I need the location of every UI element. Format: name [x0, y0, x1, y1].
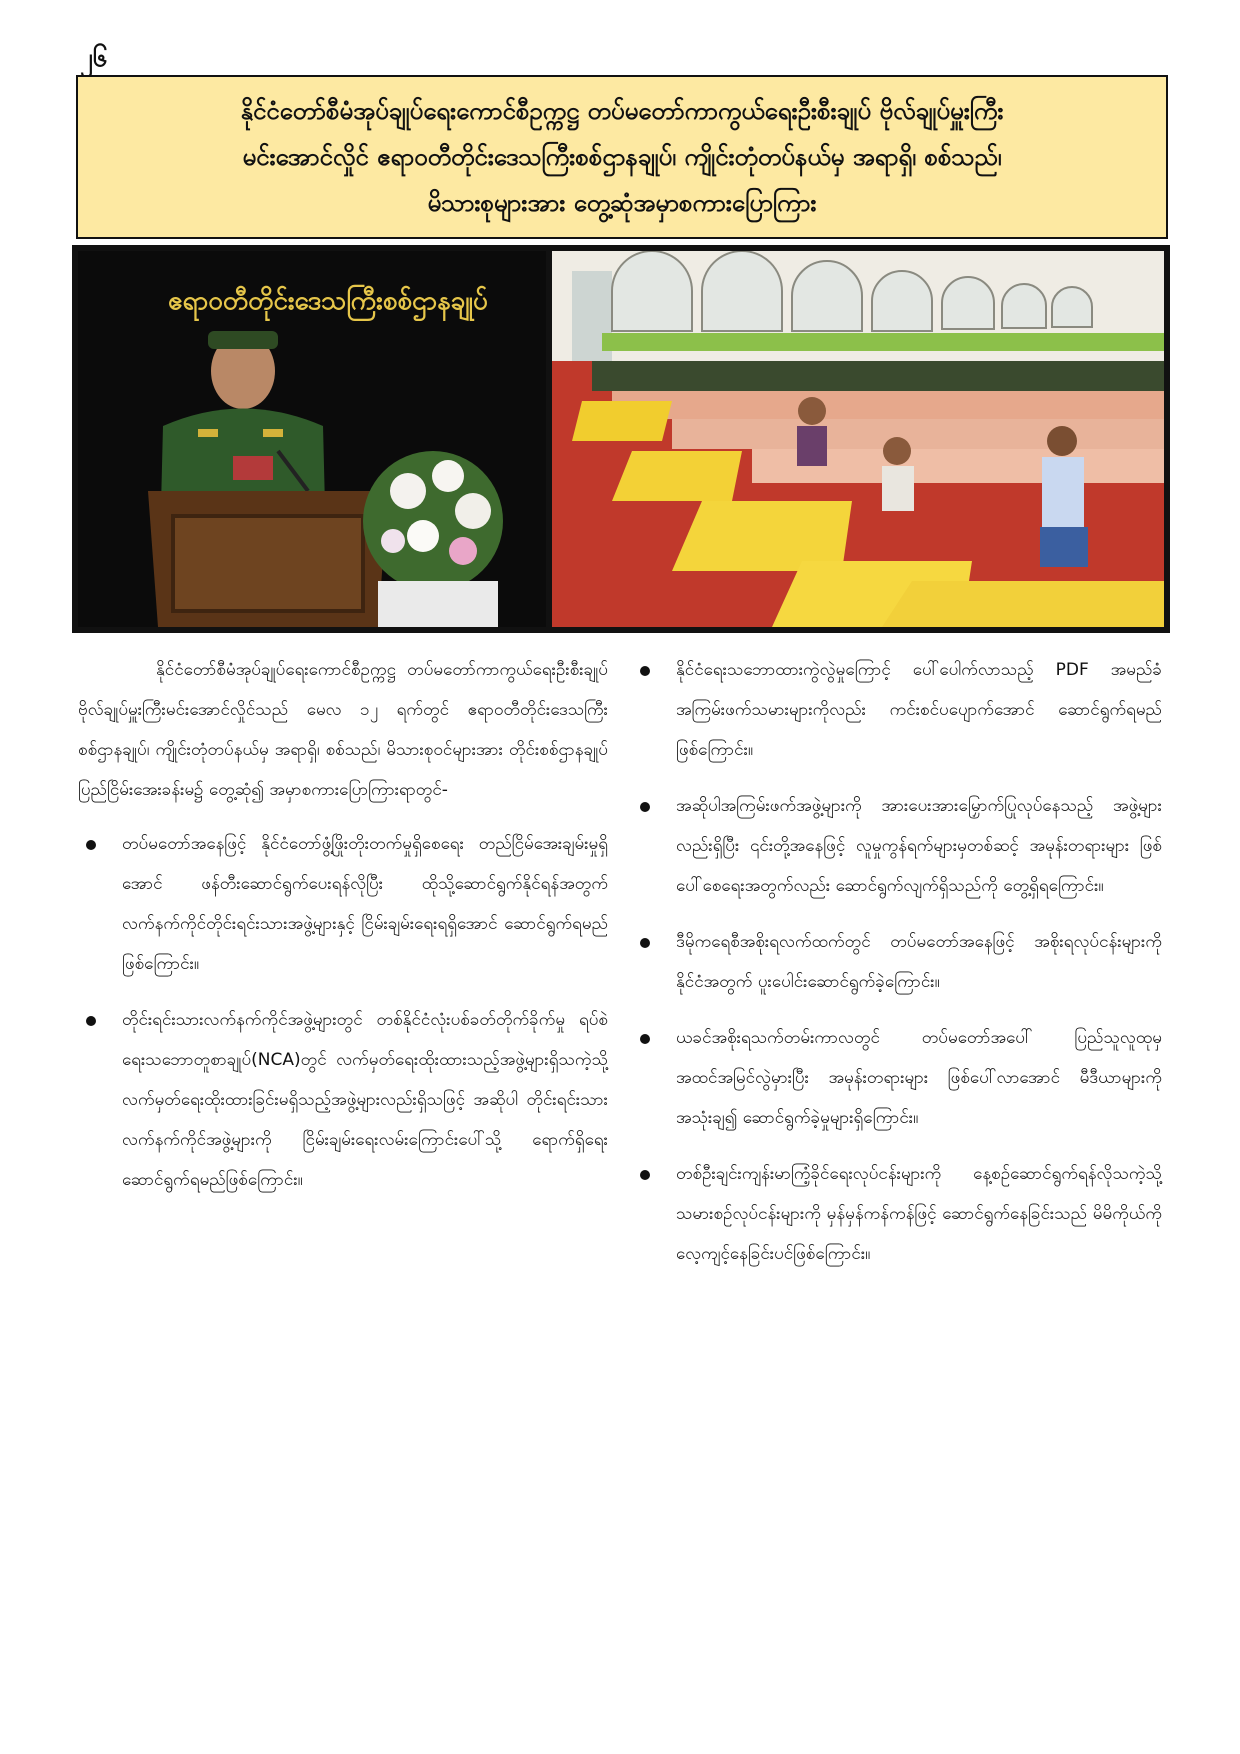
bullet-text: တိုင်းရင်းသားလက်နက်ကိုင်အဖွဲ့များတွင် တစ်နိုင်ငံလုံးပစ်ခတ်တိုက်ခိုက်မှု ရပ်စဲရေးသဘောတူစာချုပ်(NCA)တွင် လက်မှတ်ရေးထိုးထားသည့်အဖွဲ့များရှိသကဲ့သို့ လက်မှတ်ရေးထိုးထားခြင်းမရှိသည့်အဖွဲ့များလည်းရှိသဖြင့် အဆိုပါ တိုင်းရင်းသား လက်နက်ကိုင်အဖွဲ့များကို ငြိမ်းချမ်းရေးလမ်းကြောင်းပေါ်သို့ ရောက်ရှိရေး ဆောင်ရွက်ရမည်ဖြစ်ကြောင်း။ — [122, 1010, 608, 1190]
bullet-text: အဆိုပါအကြမ်းဖက်အဖွဲ့များကို အားပေးအားမြှောက်ပြုလုပ်နေသည့် အဖွဲ့များလည်းရှိပြီး ၎င်းတို့အနေဖြင့် လူမှုကွန်ရက်များမှတစ်ဆင့် အမုန်းတရားများ ဖြစ်ပေါ်စေရေးအတွက်လည်း ဆောင်ရွက်လျက်ရှိသည်ကို တွေ့ရှိရကြောင်း။ — [676, 796, 1162, 896]
bullet-item — [632, 1018, 1162, 1138]
headline-line-2: မင်းအောင်လှိုင် ဧရာဝတီတိုင်းဒေသကြီးစစ်ဌာနချုပ်၊ ကျိုင်းတုံတပ်နယ်မှ အရာရှိ၊ စစ်သည်၊ — [242, 143, 1002, 171]
bullet-item — [632, 786, 1162, 906]
bullet-dot-icon — [86, 1016, 96, 1026]
bullet-text: တပ်မတော်အနေဖြင့် နိုင်ငံတော်ဖွံ့ဖြိုးတိုးတက်မှုရှိစေရေး တည်ငြိမ်အေးချမ်းမှုရှိအောင် ဖန်တီးဆောင်ရွက်ပေးရန်လိုပြီး ထိုသို့ဆောင်ရွက်နိုင်ရန်အတွက် လက်နက်ကိုင်တိုင်းရင်းသားအဖွဲ့များနှင့် ငြိမ်းချမ်းရေးရရှိအောင် ဆောင်ရွက်ရမည်ဖြစ်ကြောင်း။ — [122, 834, 608, 974]
bullet-text: ဒီမိုကရေစီအစိုးရလက်ထက်တွင် တပ်မတော်အနေဖြင့် အစိုးရလုပ်ငန်းများကို နိုင်ငံအတွက် ပူးပေါင်းဆောင်ရွက်ခဲ့ကြောင်း။ — [676, 932, 1162, 992]
photo-strip — [72, 245, 1170, 633]
bullet-item — [78, 824, 608, 984]
article-column-right — [632, 650, 1162, 1290]
article-column-left — [78, 650, 608, 1216]
bullet-dot-icon — [640, 938, 650, 948]
bullet-dot-icon — [640, 666, 650, 676]
bullet-item — [632, 922, 1162, 1002]
bullet-dot-icon — [640, 1034, 650, 1044]
bullet-dot-icon — [86, 840, 96, 850]
bullet-item — [632, 650, 1162, 770]
page-number: ၂၆ — [80, 43, 108, 73]
headline-line-1: နိုင်ငံတော်စီမံအုပ်ချုပ်ရေးကောင်စီဥက္ကဋ္ဌ တပ်မတော်ကာကွယ်ရေးဦးစီးချုပ် ဗိုလ်ချုပ်မှူးကြီး — [240, 97, 1004, 125]
article-intro: နိုင်ငံတော်စီမံအုပ်ချုပ်ရေးကောင်စီဥက္ကဋ္ဌ တပ်မတော်ကာကွယ်ရေးဦးစီးချုပ် ဗိုလ်ချုပ်မှူးကြီးမင်းအောင်လှိုင်သည် မေလ ၁၂ ရက်တွင် ဧရာဝတီတိုင်းဒေသကြီးစစ်ဌာနချုပ်၊ ကျိုင်းတုံတပ်နယ်မှ အရာရှိ၊ စစ်သည်၊ မိသားစုဝင်များအား တိုင်းစစ်ဌာနချုပ် ပြည်ငြိမ်းအေးခန်းမ၌ တွေ့ဆုံ၍ အမှာစကားပြောကြားရာတွင်- — [78, 660, 608, 800]
audience-photo — [552, 251, 1164, 627]
bullet-dot-icon — [640, 802, 650, 812]
bullet-item — [632, 1154, 1162, 1274]
headline-box — [76, 75, 1168, 239]
bullet-item — [78, 1000, 608, 1200]
bullet-text: တစ်ဦးချင်းကျန်းမာကြံ့ခိုင်ရေးလုပ်ငန်းများကို နေ့စဉ်ဆောင်ရွက်ရန်လိုသကဲ့သို့ သမားစဉ်လုပ်ငန်းများကို မှန်မှန်ကန်ကန်ဖြင့် ဆောင်ရွက်နေခြင်းသည် မိမိကိုယ်ကို လေ့ကျင့်နေခြင်းပင်ဖြစ်ကြောင်း။ — [676, 1164, 1162, 1264]
bullet-text: နိုင်ငံရေးသဘောထားကွဲလွဲမှုကြောင့် ပေါ်ပေါက်လာသည့် PDF အမည်ခံ အကြမ်းဖက်သမားများကိုလည်း ကင်းစင်ပပျောက်အောင် ဆောင်ရွက်ရမည် ဖြစ်ကြောင်း။ — [676, 660, 1162, 760]
stage-sign-text: ဧရာဝတီတိုင်းဒေသကြီးစစ်ဌာနချုပ် — [168, 286, 488, 316]
bullet-text: ယခင်အစိုးရသက်တမ်းကာလတွင် တပ်မတော်အပေါ် ပြည်သူလူထုမှ အထင်အမြင်လွဲမှားပြီး အမုန်းတရားများ ဖြစ်ပေါ်လာအောင် မီဒီယာများကို အသုံးချ၍ ဆောင်ရွက်ခဲ့မှုများရှိကြောင်း။ — [676, 1028, 1162, 1128]
speaker-photo — [78, 251, 546, 627]
bullet-dot-icon — [640, 1170, 650, 1180]
headline-line-3: မိသားစုများအား တွေ့ဆုံအမှာစကားပြောကြား — [427, 189, 817, 217]
